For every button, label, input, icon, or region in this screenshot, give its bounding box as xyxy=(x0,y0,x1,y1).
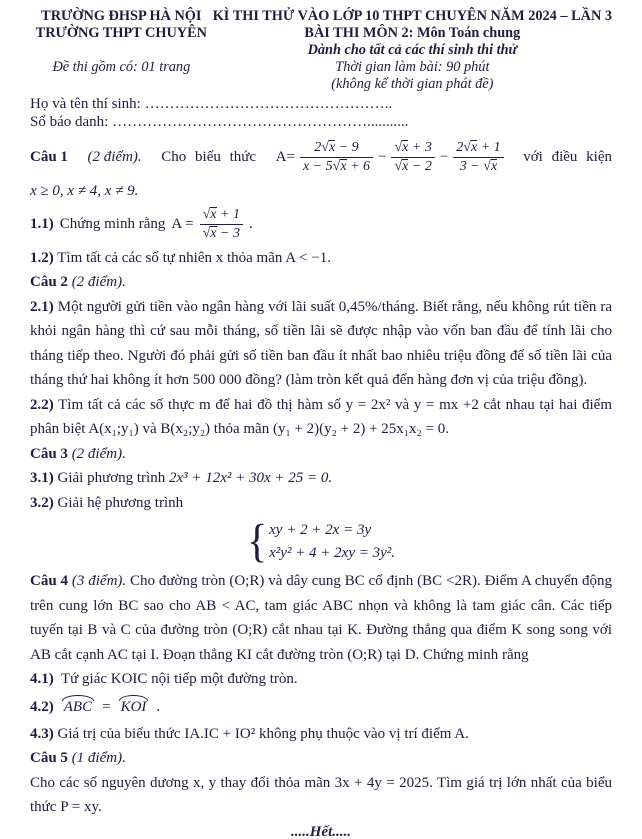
q3-part2-label: 3.2) xyxy=(30,494,54,511)
q1-outro-text: với điều kiện xyxy=(523,148,612,165)
q4-points: (3 điểm). xyxy=(71,573,127,589)
header-exam-block xyxy=(213,8,612,93)
q3-part1-label: 3.1) xyxy=(30,470,54,486)
q5-label: Câu 5 xyxy=(30,750,68,766)
q1-part1-text: Chứng minh rằng xyxy=(59,216,166,232)
q2-part1 xyxy=(30,295,612,393)
exam-header xyxy=(30,8,612,93)
q4-intro xyxy=(30,569,612,667)
q3-part1-equation: 2x³ + 12x² + 30x + 25 = 0. xyxy=(168,470,333,486)
q1-fraction-1 xyxy=(300,140,373,174)
q1-frac3-numerator: 2√x + 1 xyxy=(453,140,503,158)
student-id-line: Số báo danh: ……………………………………………........... xyxy=(30,113,409,130)
q2-heading xyxy=(30,270,612,295)
q5-heading xyxy=(30,746,612,771)
q3-part2-text: Giải hệ phương trình xyxy=(57,494,184,511)
school-name-2: TRƯỜNG THPT CHUYÊN xyxy=(35,25,207,41)
q2-part2-text: Tìm tất cả các số thực m để hai đồ thị hàm số y = 2x² và y = mx +2 cắt nhau tại hai điểm phân biệt A(x₁;y₁) và B(x₂;y₂) thỏa mãn (y₁ + 2)(y₂ + 2) + 25x₁x₂ = 0. xyxy=(30,396,612,437)
q4-part3-label: 4.3) xyxy=(30,725,54,742)
q1-frac3-denominator: 3 − √x xyxy=(459,158,498,174)
q3-part1 xyxy=(30,466,612,491)
q4-part2-label: 4.2) xyxy=(30,699,54,715)
q2-label: Câu 2 xyxy=(30,274,68,290)
q1-part2-line xyxy=(30,246,612,271)
q1-part2-label: 1.2) xyxy=(30,249,54,266)
q4-part1 xyxy=(30,667,612,692)
q4-label: Câu 4 xyxy=(30,573,69,589)
student-name-line: Họ và tên thí sinh: ………………………………………….. xyxy=(30,96,393,112)
q1-part1-fraction xyxy=(200,207,243,241)
q3-heading xyxy=(30,442,612,467)
q4-part3-text: Giá trị của biểu thức IA.IC + IO² không phụ thuộc vào vị trí điểm A. xyxy=(57,725,469,742)
student-info xyxy=(30,96,612,131)
school-name-1: TRƯỜNG ĐHSP HÀ NỘI xyxy=(41,8,202,24)
q4-part2-equals: = xyxy=(102,699,111,715)
q2-part1-label: 2.1) xyxy=(30,298,54,315)
q1-fraction-2 xyxy=(391,140,434,174)
q1-part1-label: 1.1) xyxy=(30,216,54,232)
exam-title: KÌ THI THỬ VÀO LỚP 10 THPT CHUYÊN NĂM 2024 – LẦN 3 xyxy=(212,8,612,24)
q3-system-line-1: xy + 2 + 2x = 3y xyxy=(269,522,372,538)
q3-equation-system xyxy=(247,516,395,568)
q1-frac1-denominator: x − 5√x + 6 xyxy=(302,158,370,174)
q4-part1-text: Tứ giác KOIC nội tiếp một đường tròn. xyxy=(60,671,298,687)
q1-minus-2: − xyxy=(439,148,449,165)
left-brace-glyph: { xyxy=(246,516,268,568)
exam-audience: Dành cho tất cả các thí sinh thi thử xyxy=(307,42,518,58)
q1-part1-denominator: √x − 3 xyxy=(202,226,240,241)
q1-intro-text: Cho biểu thức xyxy=(161,148,257,165)
q3-points: (2 điểm). xyxy=(71,445,126,462)
q2-points: (2 điểm). xyxy=(71,274,126,290)
q1-minus-1: − xyxy=(378,148,387,165)
q1-condition: x ≥ 0, x ≠ 4, x ≠ 9. xyxy=(30,183,139,199)
q1-part1-numerator: √x + 1 xyxy=(200,207,243,225)
q4-part2-line xyxy=(30,694,612,722)
q1-points: (2 điểm). xyxy=(87,148,142,165)
q4-part2-period: . xyxy=(156,699,161,715)
q4-part2-arc-abc: ABC xyxy=(61,699,95,716)
page-count-note: Đề thi gồm có: 01 trang xyxy=(52,59,191,75)
exam-duration-note: (không kể thời gian phát đề) xyxy=(331,76,494,92)
q3-part2-lead xyxy=(30,491,612,516)
q1-label: Câu 1 xyxy=(30,148,68,165)
q1-expression xyxy=(276,140,504,174)
exam-duration: Thời gian làm bài: 90 phút xyxy=(335,59,490,75)
q1-part1-lhs: A = xyxy=(171,216,194,232)
q4-part3 xyxy=(30,722,612,747)
q1-frac1-numerator: 2√x − 9 xyxy=(300,140,373,158)
exam-body xyxy=(30,135,612,839)
q3-part1-text: Giải phương trình xyxy=(57,470,166,486)
exam-subject: BÀI THI MÔN 2: Môn Toán chung xyxy=(304,25,521,41)
q1-part1-line xyxy=(30,204,612,246)
q1-fraction-3 xyxy=(453,140,503,174)
q1-intro-line xyxy=(30,135,612,179)
q5-points: (1 điểm). xyxy=(71,750,126,766)
end-of-exam-mark: .....Hết..... xyxy=(291,823,351,839)
q1-lhs: A= xyxy=(275,148,295,165)
q3-system-line-2: x²y² + 4 + 2xy = 3y². xyxy=(269,545,396,561)
q3-system-lines xyxy=(269,519,395,565)
q5-text: Cho các số nguyên dương x, y thay đổi thỏa mãn 3x + 4y = 2025. Tìm giá trị lớn nhất của biểu thức P = xy. xyxy=(30,774,612,815)
q2-part2-label: 2.2) xyxy=(30,396,54,413)
q1-frac2-denominator: √x − 2 xyxy=(394,158,432,174)
q3-label: Câu 3 xyxy=(30,445,68,462)
q4-intro-text: Cho đường tròn (O;R) và dây cung BC cố định (BC <2R). Điểm A chuyển động trên cung lớn BC sao cho AB < AC, tam giác ABC nhọn và không là tam giác cân. Các tiếp tuyến tại B và C của đường tròn (O;R) cắt nhau tại K. Đường thẳng qua điểm K song song với AB cắt cạnh AC tại I. Đoạn thẳng KI cắt đường tròn (O;R) tại D. Chứng minh rằng xyxy=(30,573,612,663)
q1-part2-text: Tìm tất cả các số tự nhiên x thỏa mãn A < −1. xyxy=(57,249,331,266)
q2-part1-text: Một người gửi tiền vào ngân hàng với lãi suất 0,45%/tháng. Biết rằng, nếu không rút tiền ra khỏi ngân hàng thì cứ sau mỗi tháng, số tiền lãi sẽ được nhập vào vốn ban đầu để tính lãi cho tháng tiếp theo. Người đó phải gửi số tiền ban đầu ít nhất bao nhiêu triệu đồng để số tiền lãi của tháng thứ hai không ít hơn 500 000 đồng? (làm tròn kết quả đến hàng đơn vị của triệu đồng). xyxy=(30,298,613,388)
q1-frac2-numerator: √x + 3 xyxy=(391,140,434,158)
header-school-block xyxy=(30,8,213,76)
q4-part1-label: 4.1) xyxy=(30,671,54,687)
q1-part1-period: . xyxy=(248,216,253,232)
q2-part2 xyxy=(30,393,612,442)
q4-part2-arc-koi: KOI xyxy=(118,699,150,716)
